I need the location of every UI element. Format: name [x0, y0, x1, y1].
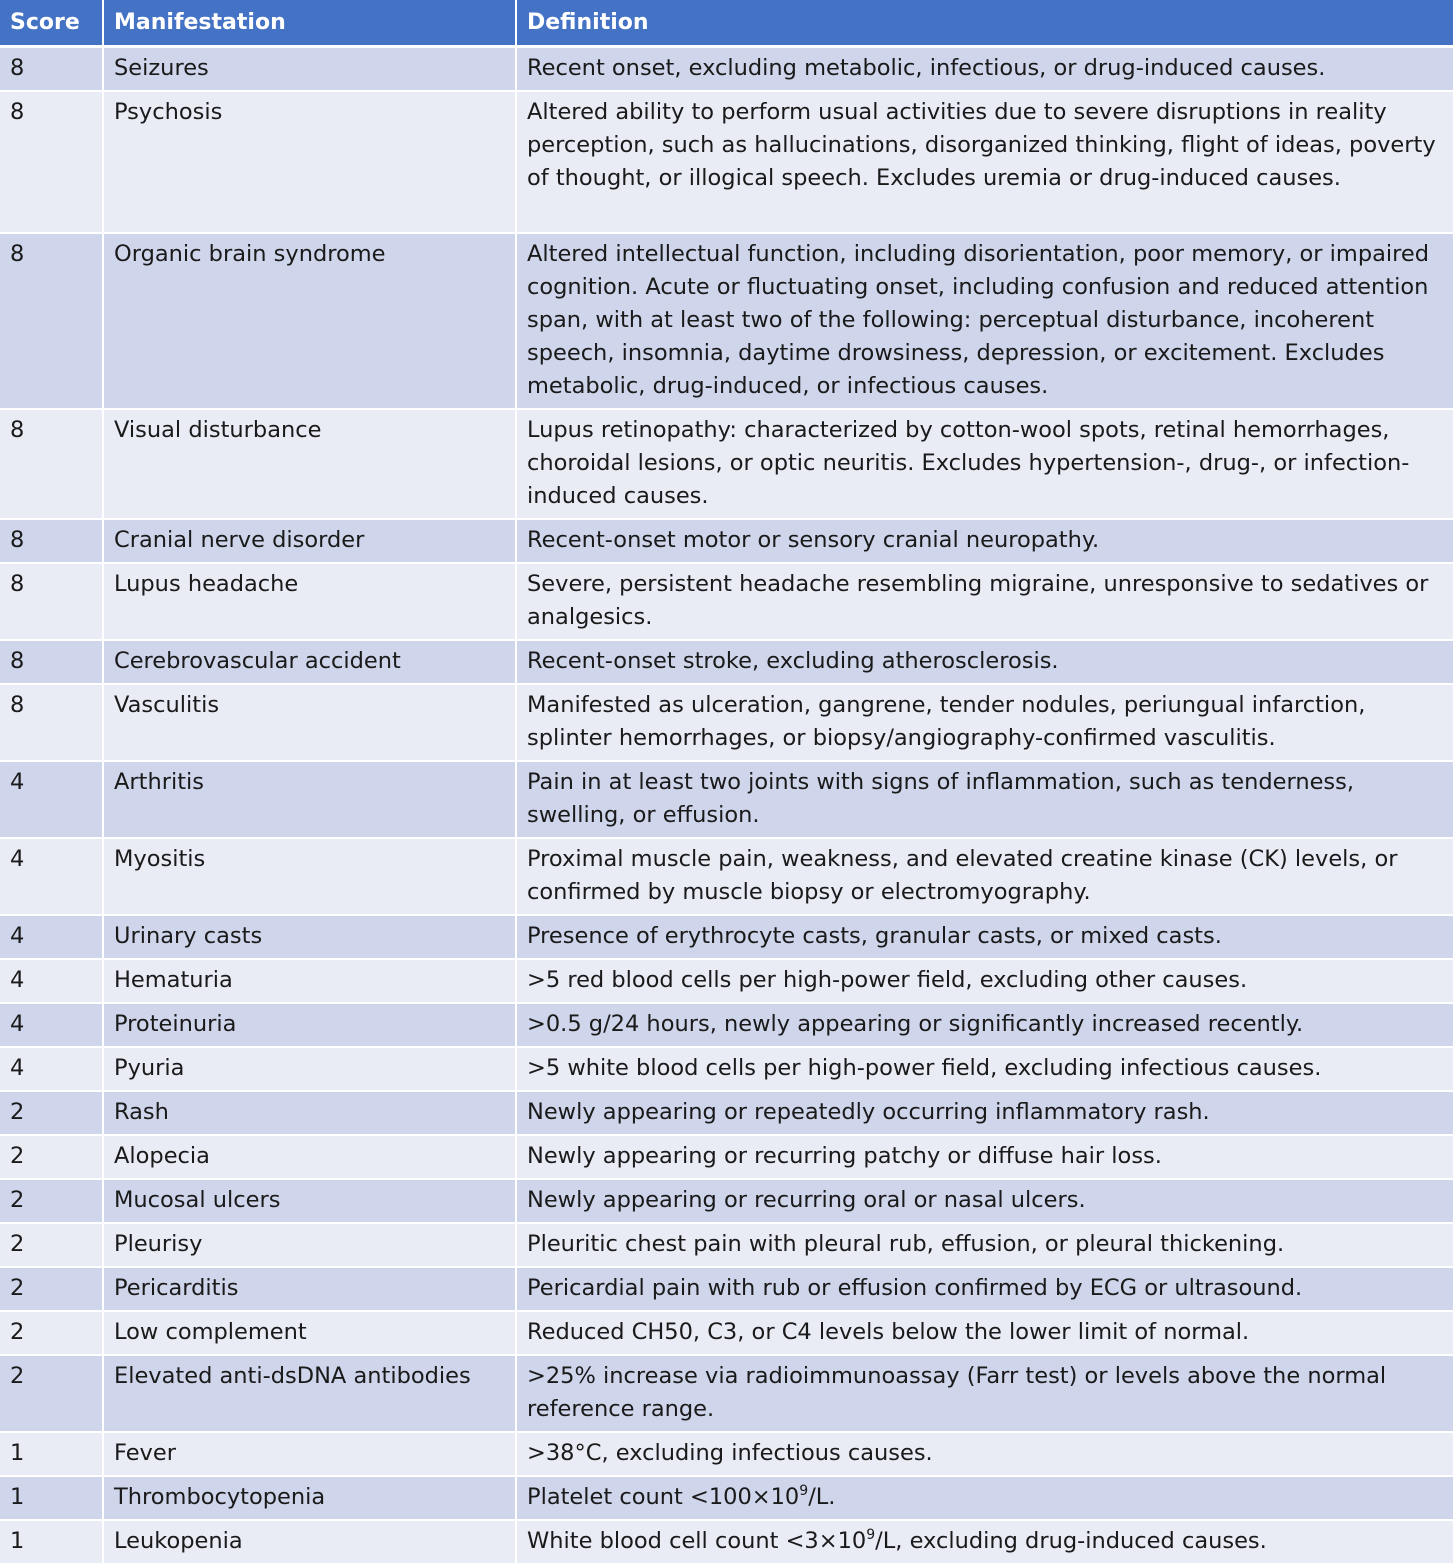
definition-cell: >25% increase via radioimmunoassay (Farr test) or levels above the normal reference range. [516, 1355, 1453, 1432]
manifestation-cell: Rash [103, 1091, 516, 1135]
definition-cell: Reduced CH50, C3, or C4 levels below the lower limit of normal. [516, 1311, 1453, 1355]
manifestation-cell: Fever [103, 1432, 516, 1476]
definition-cell: >0.5 g/24 hours, newly appearing or significantly increased recently. [516, 1003, 1453, 1047]
score-cell: 4 [0, 838, 103, 915]
manifestation-cell: Pleurisy [103, 1223, 516, 1267]
table-row [0, 1355, 1453, 1432]
table-header [0, 0, 1453, 46]
table-row [0, 233, 1453, 409]
definition-cell: Lupus retinopathy: characterized by cotton-wool spots, retinal hemorrhages, choroidal lesions, or optic neuritis. Excludes hypertension-, drug-, or infection-induced causes. [516, 409, 1453, 519]
definition-cell: Recent-onset motor or sensory cranial neuropathy. [516, 519, 1453, 563]
manifestation-cell: Psychosis [103, 91, 516, 233]
definition-cell: Presence of erythrocyte casts, granular casts, or mixed casts. [516, 915, 1453, 959]
manifestation-cell: Mucosal ulcers [103, 1179, 516, 1223]
definition-cell: >38°C, excluding infectious causes. [516, 1432, 1453, 1476]
score-cell: 2 [0, 1091, 103, 1135]
score-cell: 8 [0, 91, 103, 233]
definition-text: White blood cell count <3×10 [527, 1527, 867, 1554]
score-cell: 8 [0, 409, 103, 519]
definition-cell: >5 white blood cells per high-power field, excluding infectious causes. [516, 1047, 1453, 1091]
manifestation-cell: Cranial nerve disorder [103, 519, 516, 563]
score-cell: 4 [0, 959, 103, 1003]
score-cell: 2 [0, 1135, 103, 1179]
definition-cell: Severe, persistent headache resembling migraine, unresponsive to sedatives or analgesics. [516, 563, 1453, 640]
table-row [0, 1520, 1453, 1564]
table-row [0, 1476, 1453, 1520]
manifestation-cell: Proteinuria [103, 1003, 516, 1047]
manifestation-cell: Lupus headache [103, 563, 516, 640]
definition-cell: Pain in at least two joints with signs of inflammation, such as tenderness, swelling, or effusion. [516, 761, 1453, 838]
table-row [0, 91, 1453, 233]
score-cell: 1 [0, 1520, 103, 1564]
score-cell: 4 [0, 761, 103, 838]
table-row [0, 1311, 1453, 1355]
manifestation-cell: Cerebrovascular accident [103, 640, 516, 684]
table-row [0, 838, 1453, 915]
table-row [0, 1267, 1453, 1311]
manifestation-cell: Alopecia [103, 1135, 516, 1179]
manifestation-cell: Elevated anti-dsDNA antibodies [103, 1355, 516, 1432]
table-row [0, 1223, 1453, 1267]
definition-cell [516, 1476, 1453, 1520]
score-cell: 8 [0, 46, 103, 91]
definition-cell: Newly appearing or repeatedly occurring inflammatory rash. [516, 1091, 1453, 1135]
table-body [0, 46, 1453, 1564]
definition-text: /L. [808, 1483, 836, 1510]
manifestation-cell: Thrombocytopenia [103, 1476, 516, 1520]
table-row [0, 409, 1453, 519]
score-cell: 2 [0, 1179, 103, 1223]
manifestation-cell: Hematuria [103, 959, 516, 1003]
table-row [0, 1047, 1453, 1091]
header-score: Score [0, 0, 103, 46]
manifestation-cell: Vasculitis [103, 684, 516, 761]
definition-cell: Proximal muscle pain, weakness, and elevated creatine kinase (CK) levels, or confirmed by muscle biopsy or electromyography. [516, 838, 1453, 915]
manifestation-cell: Arthritis [103, 761, 516, 838]
score-cell: 8 [0, 563, 103, 640]
score-cell: 1 [0, 1476, 103, 1520]
score-cell: 4 [0, 1047, 103, 1091]
manifestation-cell: Low complement [103, 1311, 516, 1355]
table-row [0, 46, 1453, 91]
table-row [0, 915, 1453, 959]
score-cell: 1 [0, 1432, 103, 1476]
manifestation-cell: Organic brain syndrome [103, 233, 516, 409]
score-cell: 8 [0, 233, 103, 409]
definition-cell: Pleuritic chest pain with pleural rub, effusion, or pleural thickening. [516, 1223, 1453, 1267]
table-row [0, 640, 1453, 684]
table-row [0, 684, 1453, 761]
definition-cell: Altered intellectual function, including disorientation, poor memory, or impaired cognition. Acute or fluctuating onset, including confusion and reduced attention span, with at least two of the following: perceptual disturbance, incoherent speech, insomnia, daytime drowsiness, depression, or excitement. Excludes metabolic, drug-induced, or infectious causes. [516, 233, 1453, 409]
header-manifestation: Manifestation [103, 0, 516, 46]
exponent: 9 [799, 1482, 809, 1499]
table-row [0, 761, 1453, 838]
manifestation-cell: Visual disturbance [103, 409, 516, 519]
table-row [0, 1003, 1453, 1047]
definition-cell [516, 1520, 1453, 1564]
table-row [0, 1091, 1453, 1135]
manifestation-cell: Leukopenia [103, 1520, 516, 1564]
header-definition: Definition [516, 0, 1453, 46]
exponent: 9 [866, 1526, 876, 1543]
score-cell: 2 [0, 1355, 103, 1432]
score-cell: 4 [0, 915, 103, 959]
score-cell: 8 [0, 640, 103, 684]
score-cell: 2 [0, 1267, 103, 1311]
table-row [0, 519, 1453, 563]
table-row [0, 1432, 1453, 1476]
definition-cell: Recent onset, excluding metabolic, infectious, or drug-induced causes. [516, 46, 1453, 91]
score-cell: 2 [0, 1311, 103, 1355]
manifestation-cell: Seizures [103, 46, 516, 91]
definition-cell: Recent-onset stroke, excluding atherosclerosis. [516, 640, 1453, 684]
definition-text: Platelet count <100×10 [527, 1483, 800, 1510]
score-cell: 8 [0, 519, 103, 563]
score-cell: 2 [0, 1223, 103, 1267]
manifestation-cell: Urinary casts [103, 915, 516, 959]
header-row [0, 0, 1453, 46]
manifestation-cell: Pericarditis [103, 1267, 516, 1311]
score-cell: 8 [0, 684, 103, 761]
definition-cell: Manifested as ulceration, gangrene, tender nodules, periungual infarction, splinter hemorrhages, or biopsy/angiography-confirmed vasculitis. [516, 684, 1453, 761]
definition-cell: Pericardial pain with rub or effusion confirmed by ECG or ultrasound. [516, 1267, 1453, 1311]
table-row [0, 1179, 1453, 1223]
table-row [0, 959, 1453, 1003]
definition-text: /L, excluding drug-induced causes. [875, 1527, 1267, 1554]
definition-cell: Newly appearing or recurring oral or nasal ulcers. [516, 1179, 1453, 1223]
table-row [0, 563, 1453, 640]
manifestation-cell: Myositis [103, 838, 516, 915]
definition-cell: >5 red blood cells per high-power field, excluding other causes. [516, 959, 1453, 1003]
score-cell: 4 [0, 1003, 103, 1047]
manifestation-cell: Pyuria [103, 1047, 516, 1091]
definition-cell: Altered ability to perform usual activities due to severe disruptions in reality perception, such as hallucinations, disorganized thinking, flight of ideas, poverty of thought, or illogical speech. Excludes uremia or drug-induced causes. [516, 91, 1453, 233]
table-row [0, 1135, 1453, 1179]
definition-cell: Newly appearing or recurring patchy or diffuse hair loss. [516, 1135, 1453, 1179]
